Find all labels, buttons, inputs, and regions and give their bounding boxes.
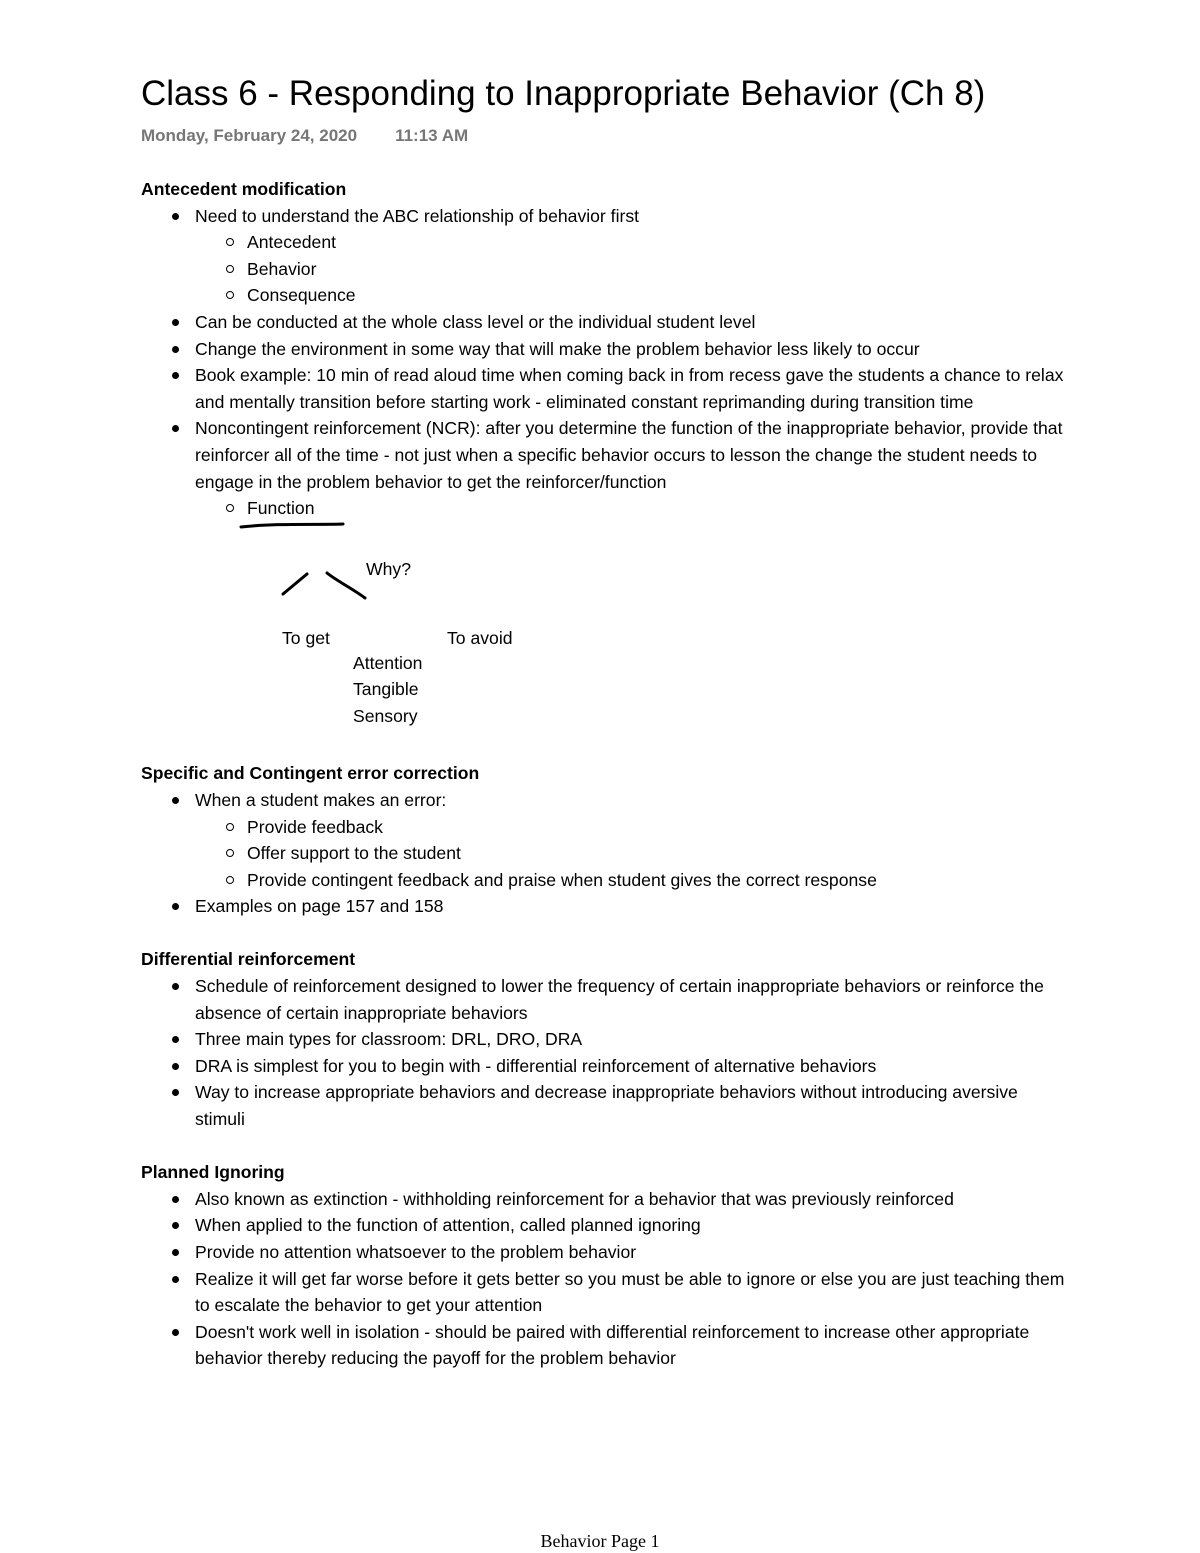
diagram-item: Tangible bbox=[353, 679, 419, 700]
bullet-list bbox=[141, 973, 1071, 1133]
list-item: Schedule of reinforcement designed to lower the frequency of certain inappropriate behaviors or reinforce the absence of certain inappropriate behaviors bbox=[141, 973, 1071, 1026]
list-item bbox=[141, 787, 1071, 893]
list-item: Provide contingent feedback and praise when student gives the correct response bbox=[195, 867, 1071, 894]
list-item: Consequence bbox=[195, 282, 1071, 309]
page-footer: Behavior Page 1 bbox=[540, 1531, 660, 1551]
function-underline bbox=[241, 524, 343, 527]
section-heading: Planned Ignoring bbox=[141, 1162, 285, 1183]
list-item: DRA is simplest for you to begin with - differential reinforcement of alternative behaviors bbox=[141, 1053, 1071, 1080]
list-item-text: When a student makes an error: bbox=[195, 789, 447, 810]
sub-bullet-list bbox=[195, 229, 1071, 309]
note-meta bbox=[141, 126, 468, 146]
list-item bbox=[141, 415, 1071, 733]
list-item: Can be conducted at the whole class level or the individual student level bbox=[141, 309, 1071, 336]
section-heading: Antecedent modification bbox=[141, 179, 347, 199]
sub-bullet-list bbox=[195, 814, 1071, 894]
list-item: When applied to the function of attention, called planned ignoring bbox=[141, 1212, 1071, 1239]
bullet-list bbox=[141, 203, 1071, 734]
list-item: Offer support to the student bbox=[195, 840, 1071, 867]
list-item: Also known as extinction - withholding reinforcement for a behavior that was previously reinforced bbox=[141, 1186, 1071, 1213]
list-item bbox=[141, 203, 1071, 309]
list-item: Examples on page 157 and 158 bbox=[141, 893, 1071, 920]
sub-bullet-list bbox=[195, 495, 1071, 734]
section-heading: Specific and Contingent error correction bbox=[141, 763, 480, 784]
page-title: Class 6 - Responding to Inappropriate Behavior (Ch 8) bbox=[141, 74, 986, 113]
diagram-to-get: To get bbox=[282, 627, 330, 648]
list-item: Provide feedback bbox=[195, 814, 1071, 841]
diagram-item: Attention bbox=[353, 652, 423, 673]
note-body bbox=[141, 176, 1071, 1399]
section-error-correction bbox=[141, 760, 1071, 920]
list-item: Antecedent bbox=[195, 229, 1071, 256]
bullet-list bbox=[141, 787, 1071, 920]
section-differential-reinforcement bbox=[141, 946, 1071, 1132]
list-item: Three main types for classroom: DRL, DRO, DRA bbox=[141, 1026, 1071, 1053]
handwritten-strokes bbox=[247, 522, 647, 632]
bullet-list bbox=[141, 1186, 1071, 1372]
branch-right-stroke bbox=[327, 573, 365, 598]
section-antecedent-modification bbox=[141, 176, 1071, 734]
note-date: Monday, February 24, 2020 bbox=[141, 126, 358, 145]
branch-left-stroke bbox=[283, 574, 307, 594]
section-planned-ignoring bbox=[141, 1159, 1071, 1372]
list-item: Behavior bbox=[195, 256, 1071, 283]
list-item: Provide no attention whatsoever to the problem behavior bbox=[141, 1239, 1071, 1266]
list-item: Way to increase appropriate behaviors and decrease inappropriate behaviors without introducing aversive stimuli bbox=[141, 1079, 1071, 1132]
list-item-text: Need to understand the ABC relationship of behavior first bbox=[195, 205, 640, 226]
diagram-function-list bbox=[353, 650, 422, 730]
function-diagram bbox=[247, 522, 1071, 734]
list-item: Change the environment in some way that will make the problem behavior less likely to occur bbox=[141, 336, 1071, 363]
list-item: Book example: 10 min of read aloud time when coming back in from recess gave the students a chance to relax and mentally transition before starting work - eliminated constant reprimanding during transition time bbox=[141, 362, 1071, 415]
function-label: Function bbox=[247, 498, 315, 519]
diagram-item: Sensory bbox=[353, 705, 418, 726]
diagram-to-avoid: To avoid bbox=[447, 627, 513, 648]
list-item: Realize it will get far worse before it gets better so you must be able to ignore or else you are just teaching them to escalate the behavior to get your attention bbox=[141, 1266, 1071, 1319]
list-item: Doesn't work well in isolation - should be paired with differential reinforcement to increase other appropriate behavior thereby reducing the payoff for the problem behavior bbox=[141, 1319, 1071, 1372]
section-heading: Differential reinforcement bbox=[141, 949, 356, 970]
list-item-function bbox=[195, 495, 1071, 734]
diagram-why: Why? bbox=[366, 558, 411, 579]
list-item-text: Noncontingent reinforcement (NCR): after you determine the function of the inappropriate behavior, provide that reinforcer all of the time - not just when a specific behavior occurs to lesson the change the student needs to engage in the problem behavior to get the reinforcer/function bbox=[195, 418, 1063, 492]
note-time: 11:13 AM bbox=[395, 126, 469, 145]
